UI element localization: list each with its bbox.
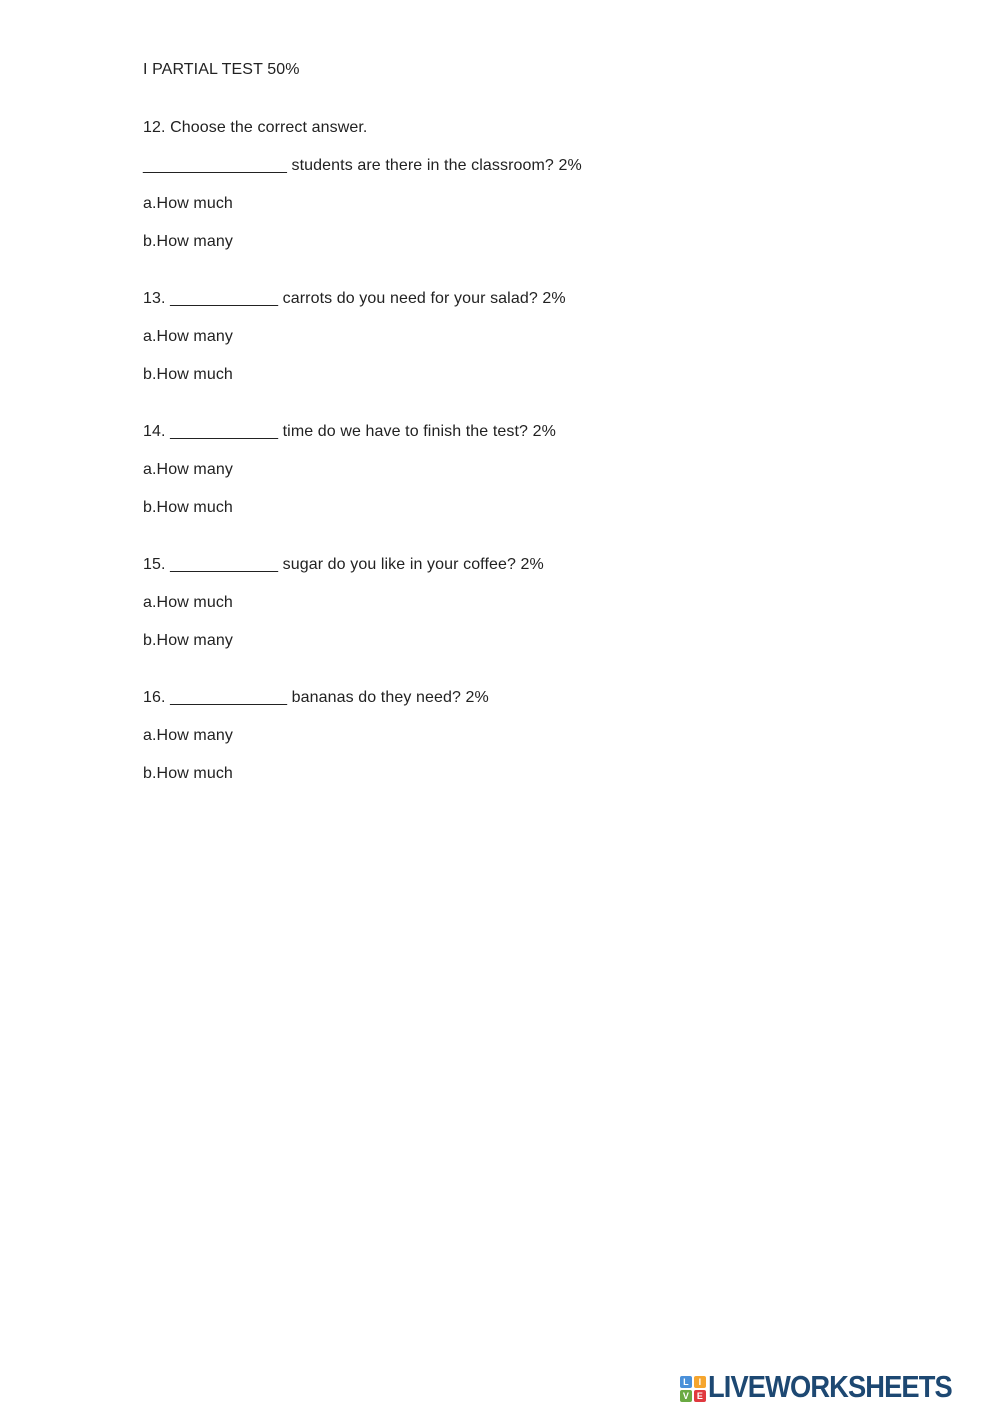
question-12-option-a[interactable]: a.How much [143, 195, 233, 212]
question-13-prompt: 13. ____________ carrots do you need for your salad? 2% [143, 290, 566, 307]
question-13-option-a[interactable]: a.How many [143, 328, 233, 345]
question-14-prompt: 14. ____________ time do we have to finish the test? 2% [143, 423, 556, 440]
logo-square-v: V [680, 1390, 692, 1402]
liveworksheets-logo-icon [680, 1376, 706, 1402]
logo-square-i: I [694, 1376, 706, 1388]
question-13-option-b[interactable]: b.How much [143, 366, 233, 383]
question-12-prompt: ________________ students are there in the classroom? 2% [143, 157, 582, 174]
question-15 [143, 555, 960, 650]
liveworksheets-wordmark: LIVEWORKSHEETS [707, 1369, 952, 1404]
question-16-option-a[interactable]: a.How many [143, 727, 233, 744]
logo-square-l: L [680, 1376, 692, 1388]
logo-square-e: E [694, 1390, 706, 1402]
question-15-option-b[interactable]: b.How many [143, 632, 233, 649]
question-15-option-a[interactable]: a.How much [143, 594, 233, 611]
question-15-prompt: 15. ____________ sugar do you like in your coffee? 2% [143, 556, 544, 573]
question-12-heading: 12. Choose the correct answer. [143, 119, 368, 136]
question-12-option-b[interactable]: b.How many [143, 233, 233, 250]
question-12 [143, 118, 960, 251]
question-14-option-a[interactable]: a.How many [143, 461, 233, 478]
question-16 [143, 688, 960, 783]
question-16-prompt: 16. _____________ bananas do they need? 2% [143, 689, 489, 706]
question-13 [143, 289, 960, 384]
question-14-option-b[interactable]: b.How much [143, 499, 233, 516]
test-title: I PARTIAL TEST 50% [143, 61, 300, 78]
liveworksheets-link[interactable] [680, 1369, 985, 1405]
question-14 [143, 422, 960, 517]
question-16-option-b[interactable]: b.How much [143, 765, 233, 782]
